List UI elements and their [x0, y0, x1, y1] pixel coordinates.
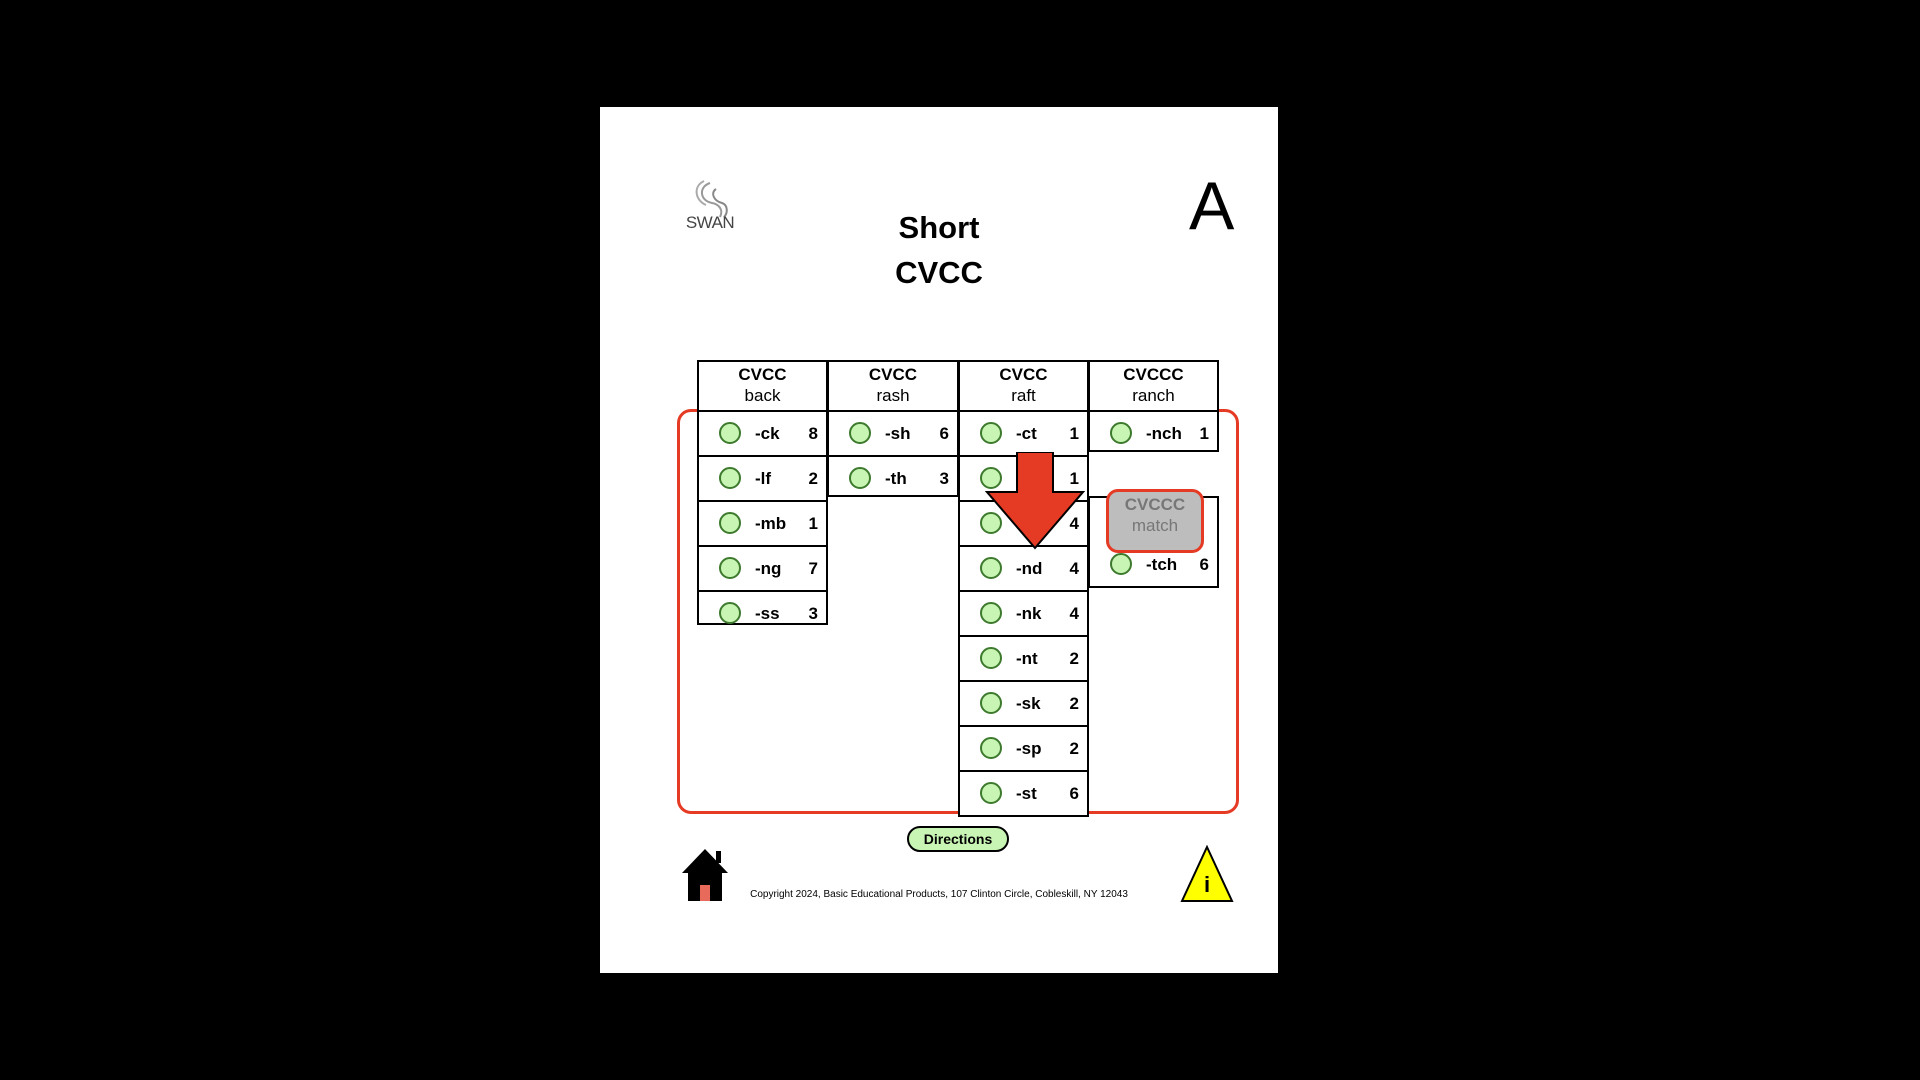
answer-dot[interactable]: [1110, 422, 1132, 444]
answer-dot[interactable]: [719, 422, 741, 444]
column-word: raft: [1011, 386, 1036, 405]
ending-row[interactable]: [960, 727, 1087, 772]
ending-count: 6: [1069, 784, 1079, 803]
ending-row[interactable]: [960, 772, 1087, 817]
ending-row[interactable]: [960, 637, 1087, 682]
ending-count: 1: [1069, 469, 1079, 488]
ending-label: -sp: [1016, 739, 1042, 758]
column-word: back: [744, 386, 781, 405]
copyright-text: Copyright 2024, Basic Educational Products, 107 Clinton Circle, Cobleskill, NY 12043: [750, 889, 1128, 900]
ending-count: 2: [1069, 694, 1079, 713]
ending-row[interactable]: [960, 592, 1087, 637]
ending-count: 3: [939, 469, 949, 488]
ending-label: -st: [1016, 784, 1037, 803]
ending-row[interactable]: [1090, 412, 1217, 457]
ending-row[interactable]: [699, 457, 826, 502]
page-title: Short: [898, 210, 980, 245]
ending-row[interactable]: [699, 412, 826, 457]
ending-row[interactable]: [699, 547, 826, 592]
ending-label: -th: [885, 469, 907, 488]
column-rash: [827, 360, 959, 497]
answer-dot[interactable]: [1110, 553, 1132, 575]
answer-dot[interactable]: [980, 602, 1002, 624]
ending-label: -sk: [1016, 694, 1041, 713]
column-header: [699, 364, 826, 412]
ending-label: -ck: [755, 424, 780, 443]
column-pattern: CVCC: [738, 365, 787, 384]
ending-count: 1: [1069, 424, 1079, 443]
ending-label: -nch: [1146, 424, 1182, 443]
ending-label: -lf: [755, 469, 772, 488]
ending-label: -ct: [1016, 424, 1037, 443]
ending-label: -nd: [1016, 559, 1043, 578]
column-pattern: CVCC: [999, 365, 1048, 384]
ending-row[interactable]: [699, 592, 826, 637]
column-ranch: [1088, 360, 1219, 452]
ending-label: -sh: [885, 424, 911, 443]
page-subtitle: CVCC: [895, 255, 983, 290]
answer-dot[interactable]: [849, 467, 871, 489]
ending-count: 6: [1199, 555, 1209, 574]
ending-count: 2: [1069, 649, 1079, 668]
answer-dot[interactable]: [980, 692, 1002, 714]
column-word: rash: [876, 386, 910, 405]
ending-count: 2: [1069, 739, 1079, 758]
ending-count: 4: [1069, 559, 1079, 578]
match-word: match: [1131, 516, 1179, 535]
worksheet-page: [600, 107, 1278, 973]
down-arrow-icon: [985, 452, 1085, 552]
ending-count: 3: [808, 604, 818, 623]
answer-dot[interactable]: [980, 557, 1002, 579]
answer-dot[interactable]: [849, 422, 871, 444]
answer-dot[interactable]: [980, 737, 1002, 759]
logo-text: SWAN: [685, 213, 735, 232]
column-back: [697, 360, 828, 625]
match-pattern: CVCCC: [1124, 495, 1186, 514]
ending-label: -tch: [1146, 555, 1178, 574]
ending-row[interactable]: [829, 457, 957, 502]
ending-label: -nt: [1016, 649, 1038, 668]
ending-label: -ng: [755, 559, 782, 578]
ending-label: -nk: [1016, 604, 1042, 623]
level-letter: A: [1189, 168, 1235, 244]
directions-button[interactable]: Directions: [907, 826, 1009, 852]
column-header: [829, 364, 957, 412]
ending-row[interactable]: [960, 412, 1087, 457]
column-header: [960, 364, 1087, 412]
svg-text:i: i: [1203, 872, 1211, 897]
ending-count: 4: [1069, 514, 1079, 533]
ending-count: 8: [808, 424, 818, 443]
column-header: [1090, 364, 1217, 412]
answer-dot[interactable]: [980, 647, 1002, 669]
answer-dot[interactable]: [980, 782, 1002, 804]
ending-count: 7: [808, 559, 818, 578]
answer-dot[interactable]: [719, 512, 741, 534]
ending-count: 1: [1199, 424, 1209, 443]
ending-label: -ss: [755, 604, 780, 623]
answer-dot[interactable]: [719, 557, 741, 579]
ending-row[interactable]: [960, 682, 1087, 727]
column-pattern: CVCC: [868, 365, 918, 384]
answer-dot[interactable]: [719, 467, 741, 489]
ending-row[interactable]: [829, 412, 957, 457]
ending-row[interactable]: [960, 547, 1087, 592]
ending-count: 6: [939, 424, 949, 443]
column-pattern: CVCCC: [1123, 365, 1184, 384]
ending-count: 1: [808, 514, 818, 533]
column-word: ranch: [1132, 386, 1175, 405]
ending-count: 2: [808, 469, 818, 488]
answer-dot[interactable]: [719, 602, 741, 624]
info-warning-icon[interactable]: [1180, 845, 1234, 903]
ending-label: -mb: [755, 514, 787, 533]
column-raft: [958, 360, 1089, 817]
ending-row[interactable]: [699, 502, 826, 547]
ending-count: 4: [1069, 604, 1079, 623]
match-box[interactable]: [1106, 489, 1204, 553]
answer-dot[interactable]: [980, 422, 1002, 444]
